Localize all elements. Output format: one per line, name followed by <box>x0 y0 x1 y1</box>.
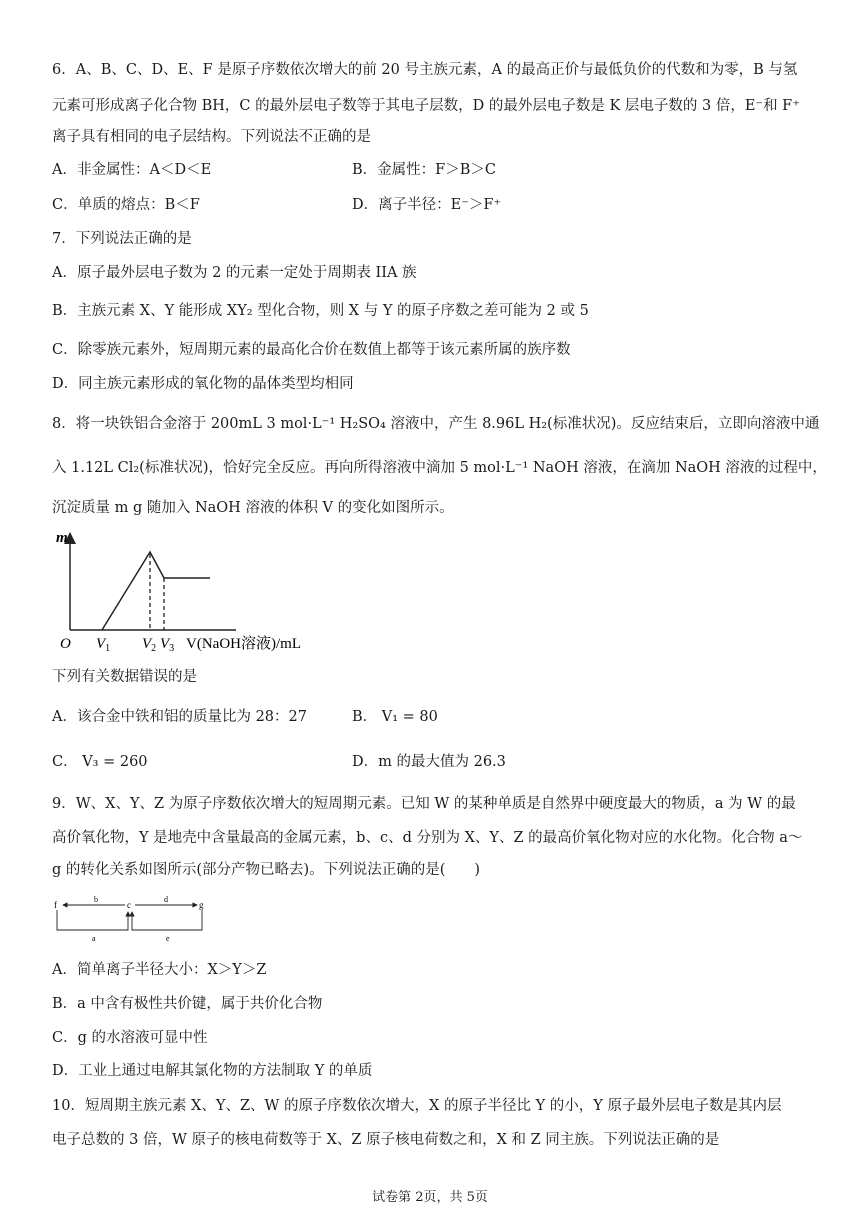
q6-option-b: B．金属性：F＞B＞C <box>352 162 496 178</box>
q10-line-1: 10．短周期主族元素 X、Y、Z、W 的原子序数依次增大，X 的原子半径比 Y 的小，Y 原子最外层电子数是其内层 <box>52 1098 782 1114</box>
precipitate-graph <box>52 528 342 656</box>
q9-line-3: g 的转化关系如图所示(部分产物已略去)。下列说法正确的是( ) <box>52 862 481 878</box>
conversion-diagram <box>52 894 214 944</box>
page-footer: 试卷第 2页，共 5页 <box>372 1190 488 1205</box>
v3-label: $V_3$ <box>160 636 175 654</box>
q7-option-d: D．同主族元素形成的氧化物的晶体类型均相同 <box>52 376 354 392</box>
origin-label: O <box>60 636 71 652</box>
q6-option-d: D．离子半径：E⁻＞F⁺ <box>352 197 502 213</box>
label-b: b <box>94 895 98 904</box>
q8-stem-2: 下列有关数据错误的是 <box>52 669 197 685</box>
q8-line-3: 沉淀质量 m g 随加入 NaOH 溶液的体积 V 的变化如图所示。 <box>52 500 454 516</box>
q6-line-2: 元素可形成离子化合物 BH，C 的最外层电子数等于其电子层数，D 的最外层电子数是 K 层电子数的 3 倍，E⁻和 F⁺ <box>52 98 800 114</box>
q9-line-2: 高价氧化物，Y 是地壳中含量最高的金属元素，b、c、d 分别为 X、Y、Z 的最高价氧化物对应的水化物。化合物 a～ <box>52 830 803 846</box>
q6-line-3: 离子具有相同的电子层结构。下列说法不正确的是 <box>52 129 371 145</box>
q7-stem: 7．下列说法正确的是 <box>52 231 192 247</box>
q7-option-b: B．主族元素 X、Y 能形成 XY₂ 型化合物，则 X 与 Y 的原子序数之差可能为 2 或 5 <box>52 303 589 319</box>
label-d: d <box>164 895 168 904</box>
q8-option-c: C． V₃ = 260 <box>52 754 148 770</box>
q8-line-1: 8．将一块铁铝合金溶于 200mL 3 mol·L⁻¹ H₂SO₄ 溶液中，产生 8.96L H₂(标准状况)。反应结束后，立即向溶液中通 <box>52 416 820 432</box>
label-a: a <box>92 934 96 943</box>
q10-line-2: 电子总数的 3 倍，W 原子的核电荷数等于 X、Z 原子核电荷数之和，X 和 Z 同主族。下列说法正确的是 <box>52 1132 720 1148</box>
arrow-e <box>132 910 202 930</box>
q9-option-a: A．简单离子半径大小：X＞Y＞Z <box>52 962 267 978</box>
q8-line-2: 入 1.12L Cl₂(标准状况)，恰好完全反应。再向所得溶液中滴加 5 mol·L⁻¹ NaOH 溶液，在滴加 NaOH 溶液的过程中， <box>52 460 827 476</box>
arrow-a <box>57 910 128 930</box>
v2-label: $V_2$ <box>142 636 157 654</box>
q8-option-d: D．m 的最大值为 26.3 <box>352 754 506 770</box>
label-e: e <box>166 934 170 943</box>
q9-line-1: 9．W、X、Y、Z 为原子序数依次增大的短周期元素。已知 W 的某种单质是自然界中硬度最大的物质，a 为 W 的最 <box>52 796 796 812</box>
q6-line-1: 6．A、B、C、D、E、F 是原子序数依次增大的前 20 号主族元素，A 的最高正价与最低负价的代数和为零，B 与氢 <box>52 62 798 78</box>
q6-option-c: C．单质的熔点：B＜F <box>52 197 200 213</box>
q9-option-d: D．工业上通过电解其氯化物的方法制取 Y 的单质 <box>52 1063 373 1079</box>
q8-option-b: B． V₁ = 80 <box>352 709 438 725</box>
q9-option-b: B．a 中含有极性共价键，属于共价化合物 <box>52 996 323 1012</box>
q6-option-a: A．非金属性：A＜D＜E <box>52 162 212 178</box>
x-axis-label: V(NaOH溶液)/mL <box>186 636 301 652</box>
q9-option-c: C．g 的水溶液可显中性 <box>52 1030 208 1046</box>
node-g: g <box>199 900 204 910</box>
node-f: f <box>54 900 57 910</box>
q7-option-c: C．除零族元素外，短周期元素的最高化合价在数值上都等于该元素所属的族序数 <box>52 342 571 358</box>
node-c: c <box>127 900 131 910</box>
v1-label: $V_1$ <box>96 636 111 654</box>
curve-line <box>102 552 210 630</box>
y-axis-label: m <box>56 530 68 546</box>
q7-option-a: A．原子最外层电子数为 2 的元素一定处于周期表 IIA 族 <box>52 265 417 281</box>
q8-option-a: A．该合金中铁和铝的质量比为 28：27 <box>52 709 307 725</box>
